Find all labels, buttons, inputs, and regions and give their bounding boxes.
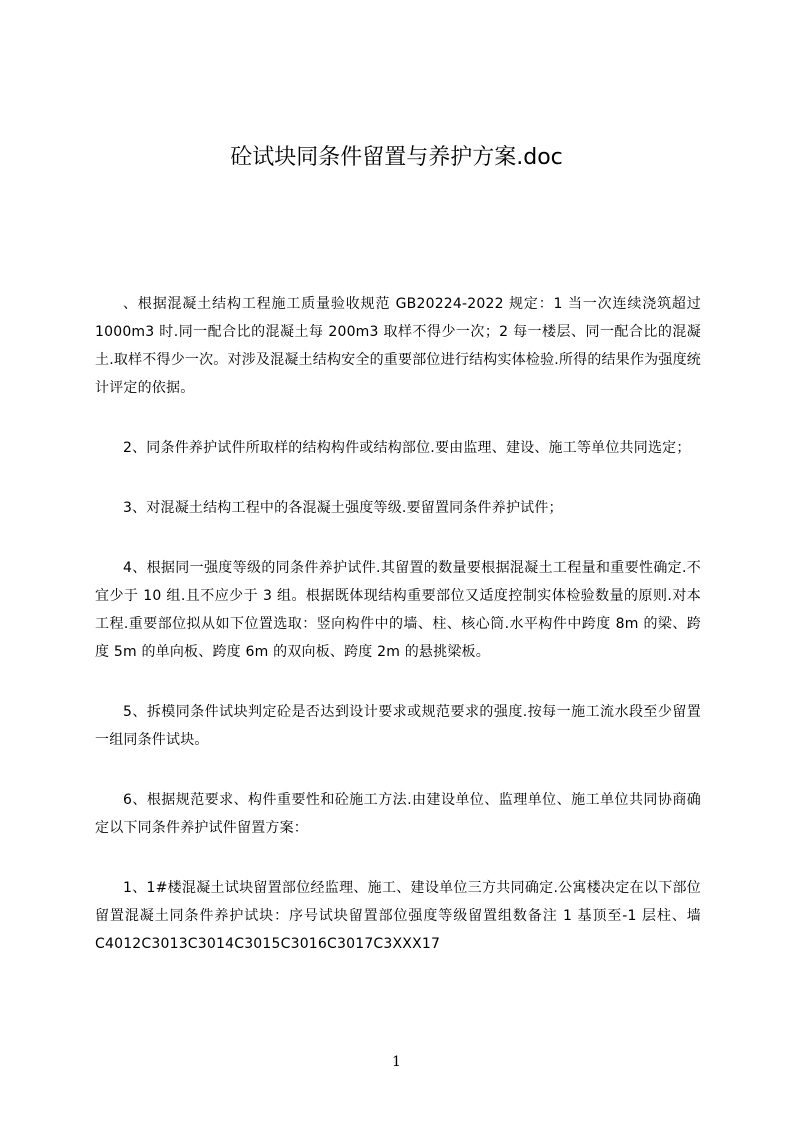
- paragraph-3: 4、根据同一强度等级的同条件养护试件.其留置的数量要根据混凝土工程量和重要性确定.不宜少于 10 组.且不应少于 3 组。根据既体现结构重要部位又适度控制实体检验数量的原则.对本工程.重要部位拟从如下位置选取：竖向构件中的墙、柱、核心筒.水平构件中跨度 8m 的梁、跨度 5m 的单向板、跨度 6m 的双向板、跨度 2m 的悬挑梁板。: [95, 560, 701, 660]
- document-body: [95, 290, 701, 990]
- paragraph-1: 2、同条件养护试件所取样的结构构件或结构部位.要由监理、建设、施工等单位共同选定；: [123, 440, 691, 456]
- paragraph-4: 5、拆模同条件试块判定砼是否达到设计要求或规范要求的强度.按每一施工流水段至少留置一组同条件试块。: [95, 704, 701, 748]
- page-number: 1: [392, 1054, 401, 1070]
- paragraph-5: 6、根据规范要求、构件重要性和砼施工方法.由建设单位、监理单位、施工单位共同协商确定以下同条件养护试件留置方案：: [95, 792, 701, 836]
- document-title: 砼试块同条件留置与养护方案.doc: [230, 145, 563, 170]
- paragraph-0: 、根据混凝土结构工程施工质量验收规范 GB20224-2022 规定：1 当一次连续浇筑超过 1000m3 时.同一配合比的混凝土每 200m3 取样不得少一次；2 每一楼层、同一配合比的混凝土.取样不得少一次。对涉及混凝土结构安全的重要部位进行结构实体检验.所得的结果作为强度统计评定的依据。: [95, 296, 701, 396]
- paragraph-6: 1、1#楼混凝土试块留置部位经监理、施工、建设单位三方共同确定.公寓楼决定在以下部位留置混凝土同条件养护试块：序号试块留置部位强度等级留置组数备注 1 基顶至-1 层柱、墙 C4012C3013C3014C3015C3016C3017C3XXX17: [95, 880, 701, 952]
- paragraph-2: 3、对混凝土结构工程中的各混凝土强度等级.要留置同条件养护试件；: [123, 500, 563, 516]
